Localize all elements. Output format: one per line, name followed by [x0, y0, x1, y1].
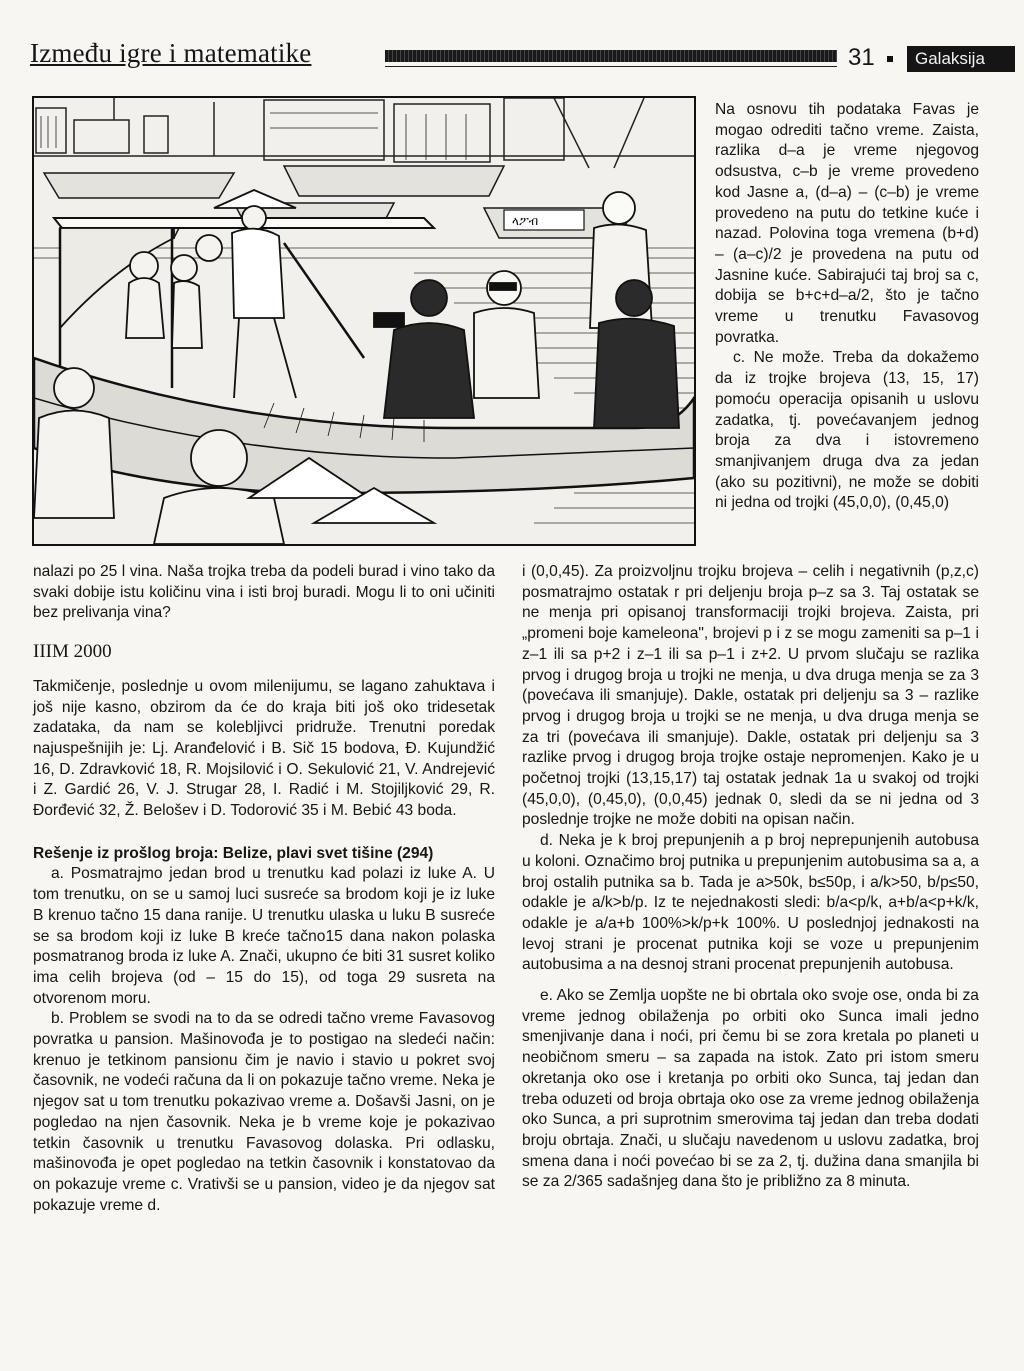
header-title: Između igre i matematike — [30, 38, 312, 68]
illustration-drawing — [34, 98, 694, 544]
left-column — [33, 562, 495, 1216]
solution-a-paragraph: a. Posmatrajmo jedan brod u trenutku kad polazi iz luke A. U tom trenutku, on se u samoj luci susreće sa brodom koji je iz luke B krenuo tačno 15 dana ranije. U trenutku ulaska u luku B susreće se sa brodom koji iz luke B kreće tačno15 dana nakon polaska posmatranog broda iz luke A. Znači, ukupno će biti 31 susret koliko ima celih brojeva (od – 15 do 15), od toga 29 susreta na otvorenom moru. — [33, 865, 496, 1007]
header-rule-thin — [385, 66, 837, 67]
solution-heading: Rešenje iz prošlog broja: Belize, plavi svet tišine (294) — [33, 844, 434, 862]
header-rule — [385, 50, 837, 62]
solution-e-paragraph: e. Ako se Zemlja uopšte ne bi obrtala oko svoje ose, onda bi za vreme jednog obilaženja po orbiti oko Sunca imali jedno smenjivanje dana i noći, pri čemu bi se zora kretala po planeti u neobičnom smeru – sa zapada na istok. Zato pri istom smeru okretanja oko ose i kretanja po orbiti oko Sunca, taj jedan dan treba oduzeti od broja obrtaja oko ose za vreme jednog obilaženja oko Sunca, a pri suprotnim smerovima taj jedan dan treba dodati broju obrtaja. Znači, u slučaju navedenom u uslovu zadatka, broj smena dana i noći povećao bi se za 2, tj. dužina dana smanjila bi se za 2/365 sadašnjeg dana što je približno za 8 minuta. — [522, 987, 979, 1191]
competition-heading: IIIM 2000 — [33, 641, 112, 663]
comic-boat-scene-illustration — [32, 96, 696, 546]
boat-sign-text: ላፖብ — [512, 214, 539, 228]
solution-d-paragraph: d. Neka je k broj prepunjenih a p broj neprepunjenih autobusa u koloni. Označimo broj putnika u prepunjenim autobusima sa a, a broj ostalih putnika sa b. Tada je a>50k, b≤50p, i a/k>50, b/p≤50, odakle je a/k>b/p. Iz te nejednakosti sledi: b/a<p/k, a+b/a<p+k/k, odakle je a/a+b 100%>k/p+k 100%. U poslednjoj jednakosti na levoj strani je procenat putnika koji se voze u prepunjenim autobusima a na desnoj strani procenat prepunjenih autobusa. — [522, 832, 979, 974]
solution-b-paragraph: b. Problem se svodi na to da se odredi tačno vreme Favasovog povratka u pansion. Mašinovođa je to postigao na sledeći način: krenuo je tetkinom pansionu čim je navio i stavio u pokret svoj časovnik, ne vodeći računa da li on pokazuje tačno vreme. Neka je njegov sat u tom trenutku pokazivao vreme a. Došavši Jasni, on je pogledao na njen časovnik. Neka je b vreme koje je pokazivao tetkin časovnik u trenutku Favasovog dolaska. Pri odlasku, mašinovođa je opet pogledao na tetkin časovnik i konstatovao da on pokazuje vreme c. Vrativši se u pansion, video je da njegov sat pokazuje vreme d. — [33, 1010, 495, 1214]
header-bullet — [887, 56, 893, 62]
page-header — [30, 36, 988, 76]
solution-b-conclusion-paragraph: Na osnovu tih podataka Favas je mogao odrediti tačno vreme. Zaista, razlika d–a je vreme njegovog odsustva, c–b je vreme provedeno kod Jasne a, (d–a) – (c–b) je vreme provedeno na putu do tetkine kuće i nazad. Polovina toga vremena (b+d) – (a–c)/2 je provedena na putu od Jasnine kuće. Sabirajući taj broj sa c, dobija se b+c+d–a/2, što je tačno vreme u trenutku Favasovog povratka. — [715, 101, 979, 346]
solution-c-continued-paragraph: i (0,0,45). Za proizvoljnu trojku brojeva – celih i negativnih (p,z,c) posmatrajmo ostatak r pri deljenju broja p–z sa 3. Taj ostatak se ne menja pri opisanoj transformaciji trojki brojeva. Zaista, pri „promeni boje kameleona", brojevi p i z se mogu zameniti sa p–1 i z–1 ili sa p+2 i z–1 ili sa p–1 i z+2. U prvom slučaju se razlika prvog i drugog broja u trojki ne menja, u dva druga menja se za 3 (povećava ili smanjuje). Dakle, ostatak pri deljenju sa 3 – razlike prvog i drugog broja u trojki se ne menja, u dva druga menja se za tri (povećava ili smanjuje). Dakle, ostatak pri deljenju sa 3 razlike prvog i drugog broja trojke ostaje nepromenjen. Kako je u početnoj trojki (13,15,17) taj ostatak jednak 1a u svakoj od trojki (45,0,0), (0,45,0), (0,0,45) jednak 0, sledi da se ni jedna od 3 poslednje trojke ne može dobiti na opisan način. — [522, 563, 979, 829]
competition-paragraph: Takmičenje, poslednje u ovom milenijumu, se lagano zahuktava i još nije kasno, obzirom da će do kraja biti još oko tridesetak zadataka, da nam se kolebljivci pridruže. Trenutni poredak najuspešnijih je: Lj. Aranđelović i B. Sič 15 bodova, Đ. Kujundžić 16, D. Zdravković 18, R. Mojsilović i O. Sekulović 21, V. Andrejević i Z. Gardić 26, V. J. Strugar 28, I. Radić i M. Stojiljković 29, R. Đorđević 32, Ž. Belošev i D. Todorović 35 i M. Bebić 43 boda. — [33, 677, 495, 820]
right-top-column — [715, 100, 979, 514]
section-badge: Galaksija — [907, 46, 1015, 72]
page-number: 31 — [848, 44, 875, 71]
problem-intro-paragraph: nalazi po 25 l vina. Naša trojka treba da podeli burad i vino tako da svaki dobije istu količinu vina i isti broj buradi. Mogu li to oni učiniti bez prelivanja vina? — [33, 563, 495, 622]
right-column — [522, 562, 979, 1193]
solution-c-paragraph: c. Ne može. Treba da dokažemo da iz trojke brojeva (13, 15, 17) pomoću operacija opisanih u uslovu zadatka, tj. povećavanjem jednog broja za dva i istovremeno smanjivanjem druga dva za jedan (ako su pozitivni), ne može se dobiti ni jedna od trojki (45,0,0), (0,45,0) — [715, 349, 979, 512]
